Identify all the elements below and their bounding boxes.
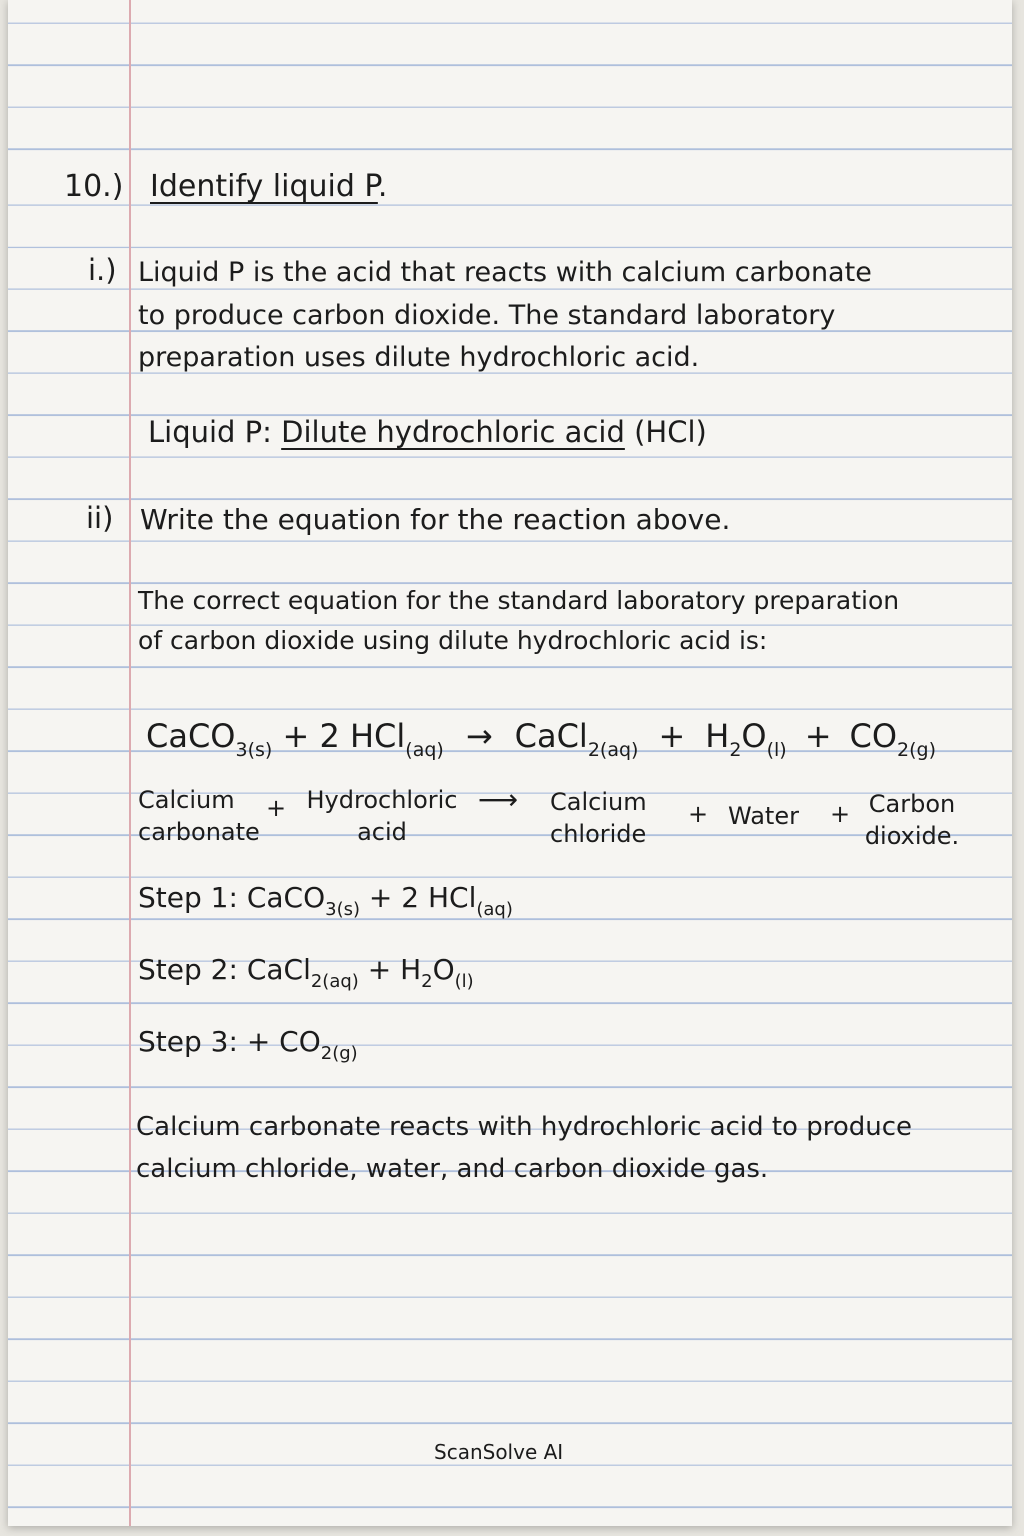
eq-co2-sub: 2(g) — [897, 739, 937, 761]
label-calcium-chloride-line-1: Calcium — [550, 788, 647, 816]
eq-o-sub: (l) — [766, 739, 787, 761]
eq-caco3-sub: 3(s) — [235, 739, 273, 761]
step-1-caco3: CaCO — [246, 881, 326, 914]
step-1-hcl: + 2 HCl — [360, 881, 477, 914]
step-2-o: O — [432, 953, 455, 986]
part-i-marker: i.) — [88, 253, 117, 287]
label-hydrochloric-line-1: Hydrochloric — [306, 786, 458, 814]
margin-line — [129, 0, 131, 1526]
eq-hcl-sub: (aq) — [405, 739, 444, 761]
label-calcium-carbonate-line-2: carbonate — [138, 818, 260, 846]
step-1-caco3-sub: 3(s) — [325, 899, 360, 920]
step-3-label: Step 3: — [138, 1025, 247, 1058]
step-1-label: Step 1: — [138, 881, 247, 914]
chemical-equation — [146, 717, 937, 761]
eq-o: O — [741, 717, 767, 755]
answer-prefix: Liquid P: — [148, 415, 282, 449]
question-title-period: . — [377, 169, 388, 204]
step-2-cacl2: CaCl — [246, 953, 311, 986]
eq-plus-2: + — [804, 717, 832, 755]
question-title-text: Identify liquid P — [150, 169, 378, 204]
step-3 — [138, 1025, 358, 1064]
eq-hcl: + 2 HCl — [272, 717, 406, 755]
eq-h: H — [705, 717, 730, 755]
question-number: 10.) — [64, 169, 124, 204]
label-water: Water — [728, 802, 799, 830]
intro-line-2: of carbon dioxide using dilute hydrochloric acid is: — [138, 626, 768, 655]
step-2-h: + H — [358, 953, 422, 986]
part-i-line-3: preparation uses dilute hydrochloric acid. — [138, 342, 700, 373]
question-title — [150, 169, 388, 204]
label-plus-2: + — [688, 800, 709, 828]
step-2 — [138, 953, 474, 992]
label-plus-3: + — [830, 800, 851, 828]
answer-formula: (HCl) — [624, 415, 707, 449]
step-1 — [138, 881, 513, 920]
intro-line-1: The correct equation for the standard laboratory preparation — [138, 586, 900, 615]
footer-brand: ScanSolve AI — [434, 1440, 564, 1464]
eq-co2: CO — [849, 717, 898, 755]
step-2-o-sub: (l) — [454, 971, 474, 992]
label-carbon-dioxide-line-1: Carbon — [868, 790, 956, 818]
eq-arrow: → — [465, 717, 493, 755]
step-2-cacl2-sub: 2(aq) — [310, 971, 359, 992]
step-1-hcl-sub: (aq) — [476, 899, 513, 920]
label-hydrochloric-line-2: acid — [357, 818, 407, 846]
step-2-label: Step 2: — [138, 953, 247, 986]
part-i-line-2: to produce carbon dioxide. The standard laboratory — [138, 300, 836, 331]
label-calcium-carbonate-line-1: Calcium — [138, 786, 235, 814]
notebook-page — [8, 0, 1012, 1526]
step-3-co2: + CO — [246, 1025, 321, 1058]
conclusion-line-1: Calcium carbonate reacts with hydrochloric acid to produce — [136, 1112, 913, 1142]
step-3-co2-sub: 2(g) — [320, 1043, 358, 1064]
answer-text: Dilute hydrochloric acid — [281, 415, 625, 449]
label-calcium-carbonate — [138, 784, 260, 848]
label-calcium-chloride-line-2: chloride — [550, 820, 647, 848]
part-ii-marker: ii) — [86, 501, 114, 535]
conclusion-line-2: calcium chloride, water, and carbon dioxide gas. — [136, 1154, 769, 1184]
label-arrow: ⟶ — [478, 783, 519, 816]
part-i-line-1: Liquid P is the acid that reacts with calcium carbonate — [138, 257, 872, 288]
eq-caco3: CaCO — [146, 717, 236, 755]
label-carbon-dioxide-line-2: dioxide. — [864, 822, 960, 850]
eq-cacl2-sub: 2(aq) — [587, 739, 639, 761]
label-carbon-dioxide — [858, 788, 966, 852]
label-calcium-chloride — [550, 786, 647, 850]
step-2-h-sub: 2 — [421, 971, 433, 992]
label-hydrochloric-acid — [306, 784, 458, 848]
eq-cacl2: CaCl — [514, 717, 588, 755]
part-i-answer — [148, 415, 707, 449]
eq-plus-1: + — [658, 717, 686, 755]
label-plus-1: + — [266, 794, 287, 822]
part-ii-prompt: Write the equation for the reaction above. — [140, 503, 731, 536]
eq-h-sub: 2 — [729, 739, 742, 761]
